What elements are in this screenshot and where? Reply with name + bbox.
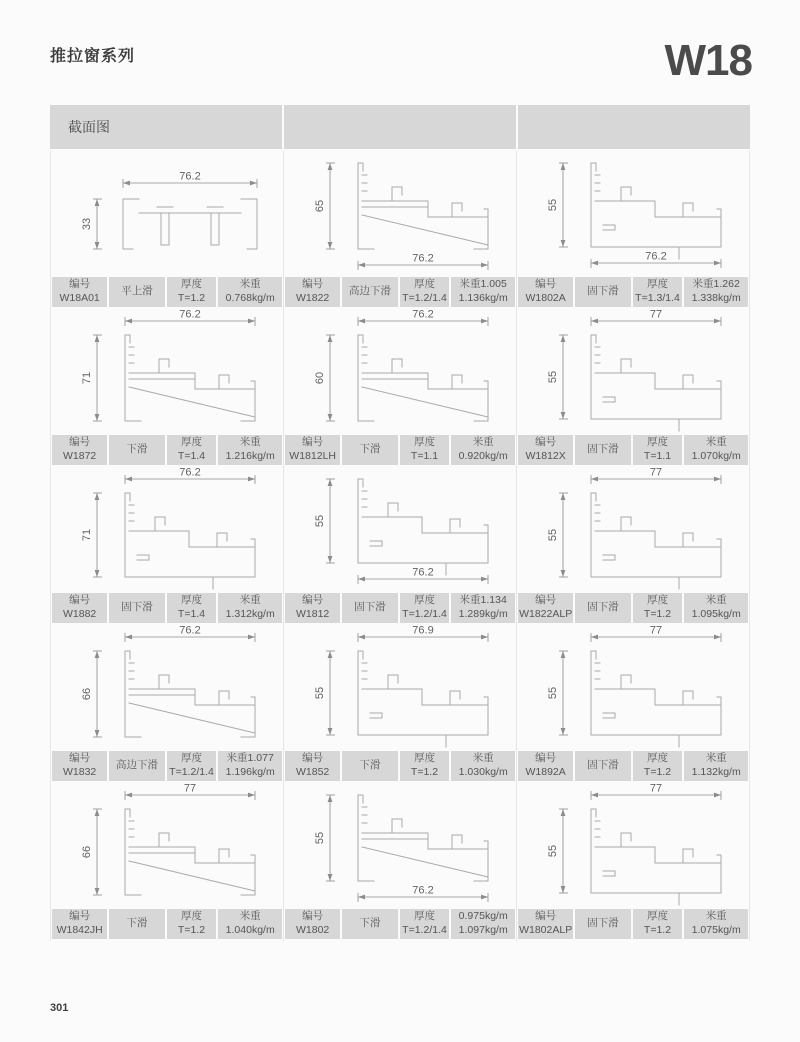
dimension-label: 55 bbox=[547, 686, 559, 700]
profile-code-cell bbox=[518, 277, 573, 307]
profile-drawing bbox=[284, 151, 516, 275]
profile-drawing bbox=[517, 309, 749, 433]
profile-cell bbox=[50, 151, 284, 309]
profile-cell bbox=[517, 309, 750, 467]
weight-line-1: 米重 bbox=[239, 278, 261, 291]
profile-drawing bbox=[284, 309, 516, 433]
profile-info-strip bbox=[51, 275, 283, 309]
thickness-value: T=1.2 bbox=[177, 924, 206, 936]
weight-line-2: 1.196kg/m bbox=[225, 766, 275, 778]
weight-line-2: 1.338kg/m bbox=[691, 292, 741, 304]
code-value: W1852 bbox=[296, 766, 330, 778]
weight-line-2: 1.040kg/m bbox=[225, 924, 275, 936]
dimension-label: 76.2 bbox=[412, 252, 434, 265]
thickness-value: T=1.2 bbox=[643, 608, 672, 620]
profile-thickness-cell bbox=[167, 909, 217, 939]
thickness-value: T=1.3/1.4 bbox=[635, 292, 680, 304]
section-header-cell bbox=[518, 105, 750, 149]
profile-cell bbox=[284, 783, 517, 941]
profile-drawing bbox=[517, 625, 749, 749]
weight-line-2: 1.289kg/m bbox=[458, 608, 508, 620]
dimension-label: 76.2 bbox=[179, 467, 201, 479]
dimension-label: 77 bbox=[183, 783, 197, 795]
weight-line-2: 0.920kg/m bbox=[458, 450, 508, 462]
weight-line-2: 1.132kg/m bbox=[691, 766, 741, 778]
code-label: 编号 bbox=[302, 278, 324, 291]
profile-code-cell bbox=[52, 909, 107, 939]
dimension-label: 55 bbox=[547, 844, 559, 858]
thickness-value: T=1.1 bbox=[410, 450, 439, 462]
profile-name: 高边下滑 bbox=[115, 759, 158, 772]
profile-info-strip bbox=[517, 275, 749, 309]
weight-line-2: 1.216kg/m bbox=[225, 450, 275, 462]
weight-line-1: 米重 bbox=[472, 752, 494, 765]
profile-code-cell bbox=[285, 435, 340, 465]
profile-thickness-cell bbox=[633, 435, 683, 465]
profile-drawing bbox=[51, 151, 283, 275]
profile-code-cell bbox=[52, 593, 107, 623]
profile-cell bbox=[517, 467, 750, 625]
profile-drawing bbox=[517, 467, 749, 591]
profile-info-strip bbox=[517, 591, 749, 625]
dimension-label: 76.9 bbox=[412, 625, 434, 637]
profile-name-cell bbox=[575, 909, 630, 939]
thickness-value: T=1.4 bbox=[177, 450, 206, 462]
profile-name-cell bbox=[109, 435, 164, 465]
profile-name: 固下滑 bbox=[121, 601, 153, 614]
thickness-label: 厚度 bbox=[647, 594, 668, 607]
code-label: 编号 bbox=[535, 594, 557, 607]
weight-line-2: 1.095kg/m bbox=[691, 608, 741, 620]
table-row bbox=[50, 783, 750, 941]
profile-info-strip bbox=[517, 749, 749, 783]
code-value: W1812LH bbox=[289, 450, 336, 462]
table-row bbox=[50, 625, 750, 783]
code-value: W1822 bbox=[296, 292, 330, 304]
dimension-label: 76.2 bbox=[412, 884, 434, 897]
code-value: W1812X bbox=[525, 450, 566, 462]
code-label: 编号 bbox=[69, 278, 91, 291]
profile-section-drawing bbox=[517, 309, 749, 433]
profile-name: 固下滑 bbox=[587, 443, 619, 456]
profile-thickness-cell bbox=[400, 593, 450, 623]
dimension-label: 55 bbox=[314, 514, 326, 528]
profile-info-strip bbox=[517, 907, 749, 941]
code-label: 编号 bbox=[535, 910, 557, 923]
dimension-label: 66 bbox=[81, 687, 93, 701]
profile-name-cell bbox=[109, 277, 164, 307]
table-row bbox=[50, 309, 750, 467]
weight-line-2: 1.136kg/m bbox=[458, 292, 508, 304]
code-value: W1882 bbox=[63, 608, 97, 620]
weight-line-1: 米重 bbox=[239, 910, 261, 923]
thickness-label: 厚度 bbox=[414, 910, 435, 923]
weight-line-1: 米重 bbox=[705, 752, 727, 765]
table-body bbox=[50, 151, 750, 941]
table-header-row bbox=[50, 105, 750, 149]
profile-section-drawing bbox=[51, 309, 283, 433]
table-row bbox=[50, 467, 750, 625]
profile-drawing bbox=[51, 309, 283, 433]
profile-code-cell bbox=[52, 277, 107, 307]
profile-name-cell bbox=[575, 751, 630, 781]
profile-name-cell bbox=[109, 593, 164, 623]
code-label: 编号 bbox=[69, 594, 91, 607]
profile-name-cell bbox=[342, 909, 397, 939]
profile-section-drawing bbox=[284, 467, 516, 591]
profile-cell bbox=[50, 783, 284, 941]
profile-weight-cell bbox=[684, 277, 748, 307]
code-value: W1842JH bbox=[56, 924, 103, 936]
thickness-value: T=1.4 bbox=[177, 608, 206, 620]
weight-line-2: 1.070kg/m bbox=[691, 450, 741, 462]
profile-thickness-cell bbox=[167, 435, 217, 465]
thickness-label: 厚度 bbox=[414, 436, 435, 449]
profile-name: 平上滑 bbox=[121, 285, 153, 298]
profile-thickness-cell bbox=[400, 751, 450, 781]
profile-info-strip bbox=[284, 907, 516, 941]
dimension-label: 60 bbox=[314, 371, 326, 385]
profile-name-cell bbox=[575, 277, 630, 307]
dimension-label: 33 bbox=[81, 217, 93, 231]
code-value: W1892A bbox=[525, 766, 566, 778]
thickness-label: 厚度 bbox=[181, 910, 202, 923]
thickness-label: 厚度 bbox=[181, 752, 202, 765]
profile-info-strip bbox=[284, 275, 516, 309]
profile-name: 下滑 bbox=[359, 443, 381, 456]
profile-cell bbox=[284, 309, 517, 467]
profile-info-strip bbox=[51, 907, 283, 941]
profile-section-drawing bbox=[517, 467, 749, 591]
thickness-label: 厚度 bbox=[647, 436, 668, 449]
code-label: 编号 bbox=[69, 752, 91, 765]
weight-line-2: 1.312kg/m bbox=[225, 608, 275, 620]
code-label: 编号 bbox=[302, 436, 324, 449]
profile-cell bbox=[284, 625, 517, 783]
profile-cell bbox=[284, 467, 517, 625]
profile-name: 下滑 bbox=[126, 917, 148, 930]
thickness-label: 厚度 bbox=[181, 436, 202, 449]
profile-code-cell bbox=[518, 593, 573, 623]
profile-section-drawing bbox=[284, 151, 516, 275]
profile-thickness-cell bbox=[633, 909, 683, 939]
profile-info-strip bbox=[51, 591, 283, 625]
model-code: W18 bbox=[664, 36, 752, 85]
thickness-value: T=1.2 bbox=[643, 924, 672, 936]
profile-name-cell bbox=[342, 277, 397, 307]
weight-line-1: 米重 bbox=[705, 594, 727, 607]
profile-cell bbox=[517, 151, 750, 309]
thickness-value: T=1.2 bbox=[177, 292, 206, 304]
weight-line-1: 米重 bbox=[239, 594, 261, 607]
profile-code-cell bbox=[285, 909, 340, 939]
profile-section-drawing bbox=[284, 783, 516, 907]
code-value: W1872 bbox=[63, 450, 97, 462]
profile-thickness-cell bbox=[400, 909, 450, 939]
code-label: 编号 bbox=[69, 436, 91, 449]
code-value: W1832 bbox=[63, 766, 97, 778]
profile-weight-cell bbox=[451, 277, 515, 307]
profile-section-drawing bbox=[517, 625, 749, 749]
thickness-value: T=1.2 bbox=[410, 766, 439, 778]
thickness-label: 厚度 bbox=[414, 752, 435, 765]
dimension-label: 76.2 bbox=[179, 625, 201, 637]
profile-thickness-cell bbox=[633, 751, 683, 781]
profile-weight-cell bbox=[451, 435, 515, 465]
profile-section-drawing bbox=[51, 467, 283, 591]
profile-name: 固下滑 bbox=[354, 601, 386, 614]
code-label: 编号 bbox=[302, 910, 324, 923]
code-label: 编号 bbox=[69, 910, 91, 923]
dimension-label: 55 bbox=[547, 528, 559, 542]
code-label: 编号 bbox=[535, 752, 557, 765]
code-value: W18A01 bbox=[59, 292, 100, 304]
profile-weight-cell bbox=[684, 751, 748, 781]
dimension-label: 71 bbox=[81, 528, 93, 542]
section-header-cell bbox=[284, 105, 516, 149]
cross-section-table bbox=[50, 105, 750, 941]
weight-line-1: 米重 bbox=[472, 436, 494, 449]
thickness-label: 厚度 bbox=[647, 752, 668, 765]
profile-weight-cell bbox=[451, 593, 515, 623]
thickness-value: T=1.2/1.4 bbox=[169, 766, 214, 778]
profile-name-cell bbox=[342, 751, 397, 781]
profile-section-drawing bbox=[284, 625, 516, 749]
thickness-value: T=1.2/1.4 bbox=[402, 608, 447, 620]
thickness-value: T=1.2/1.4 bbox=[402, 924, 447, 936]
weight-line-1: 米重 bbox=[705, 436, 727, 449]
code-label: 编号 bbox=[535, 278, 557, 291]
dimension-label: 77 bbox=[649, 783, 663, 795]
thickness-label: 厚度 bbox=[181, 594, 202, 607]
section-header-label: 截面图 bbox=[50, 105, 282, 149]
profile-code-cell bbox=[518, 435, 573, 465]
weight-line-1: 米重1.005 bbox=[459, 278, 507, 291]
profile-weight-cell bbox=[684, 593, 748, 623]
weight-line-2: 0.768kg/m bbox=[225, 292, 275, 304]
profile-cell bbox=[50, 309, 284, 467]
profile-name: 高边下滑 bbox=[348, 285, 391, 298]
profile-cell bbox=[517, 783, 750, 941]
profile-code-cell bbox=[285, 593, 340, 623]
profile-thickness-cell bbox=[633, 593, 683, 623]
weight-line-1: 米重 bbox=[239, 436, 261, 449]
profile-weight-cell bbox=[218, 593, 282, 623]
profile-info-strip bbox=[51, 749, 283, 783]
profile-cell bbox=[50, 467, 284, 625]
profile-name: 固下滑 bbox=[587, 601, 619, 614]
profile-cell bbox=[517, 625, 750, 783]
page-number: 301 bbox=[50, 1002, 69, 1014]
profile-name-cell bbox=[575, 435, 630, 465]
profile-thickness-cell bbox=[400, 277, 450, 307]
profile-info-strip bbox=[284, 591, 516, 625]
profile-thickness-cell bbox=[167, 277, 217, 307]
profile-drawing bbox=[284, 625, 516, 749]
weight-line-1: 米重1.077 bbox=[226, 752, 274, 765]
profile-name: 固下滑 bbox=[587, 285, 619, 298]
profile-name: 下滑 bbox=[359, 759, 381, 772]
code-value: W1802ALP bbox=[519, 924, 573, 936]
dimension-label: 55 bbox=[314, 686, 326, 700]
profile-section-drawing bbox=[51, 625, 283, 749]
profile-info-strip bbox=[51, 433, 283, 467]
thickness-value: T=1.2 bbox=[643, 766, 672, 778]
profile-cell bbox=[50, 625, 284, 783]
profile-cell bbox=[284, 151, 517, 309]
dimension-label: 55 bbox=[547, 198, 559, 212]
profile-code-cell bbox=[518, 909, 573, 939]
profile-drawing bbox=[51, 783, 283, 907]
profile-code-cell bbox=[285, 751, 340, 781]
profile-section-drawing bbox=[517, 151, 749, 275]
thickness-value: T=1.2/1.4 bbox=[402, 292, 447, 304]
code-value: W1802A bbox=[525, 292, 566, 304]
profile-drawing bbox=[51, 625, 283, 749]
code-value: W1812 bbox=[296, 608, 330, 620]
profile-name: 下滑 bbox=[126, 443, 148, 456]
weight-line-1: 米重1.134 bbox=[459, 594, 507, 607]
dimension-label: 66 bbox=[81, 845, 93, 859]
profile-name: 下滑 bbox=[359, 917, 381, 930]
profile-weight-cell bbox=[218, 751, 282, 781]
profile-weight-cell bbox=[451, 751, 515, 781]
profile-weight-cell bbox=[218, 435, 282, 465]
profile-name: 固下滑 bbox=[587, 917, 619, 930]
profile-section-drawing bbox=[51, 783, 283, 907]
profile-drawing bbox=[517, 783, 749, 907]
page-header bbox=[50, 36, 752, 85]
weight-line-1: 米重1.262 bbox=[692, 278, 740, 291]
code-label: 编号 bbox=[302, 752, 324, 765]
dimension-label: 55 bbox=[547, 370, 559, 384]
series-title: 推拉窗系列 bbox=[50, 47, 136, 65]
profile-name-cell bbox=[575, 593, 630, 623]
profile-weight-cell bbox=[451, 909, 515, 939]
dimension-label: 77 bbox=[649, 309, 663, 321]
dimension-label: 77 bbox=[649, 625, 663, 637]
thickness-label: 厚度 bbox=[647, 910, 668, 923]
profile-drawing bbox=[284, 783, 516, 907]
profile-section-drawing bbox=[517, 783, 749, 907]
profile-thickness-cell bbox=[400, 435, 450, 465]
code-label: 编号 bbox=[535, 436, 557, 449]
thickness-label: 厚度 bbox=[647, 278, 668, 291]
thickness-label: 厚度 bbox=[414, 594, 435, 607]
profile-info-strip bbox=[284, 433, 516, 467]
profile-name-cell bbox=[109, 751, 164, 781]
dimension-label: 65 bbox=[314, 199, 326, 213]
dimension-label: 76.2 bbox=[412, 309, 434, 321]
profile-section-drawing bbox=[284, 309, 516, 433]
dimension-label: 76.2 bbox=[179, 170, 201, 183]
profile-drawing bbox=[284, 467, 516, 591]
profile-name-cell bbox=[342, 435, 397, 465]
weight-line-1: 米重 bbox=[705, 910, 727, 923]
weight-line-2: 1.030kg/m bbox=[458, 766, 508, 778]
table-row bbox=[50, 151, 750, 309]
weight-line-2: 1.097kg/m bbox=[458, 924, 508, 936]
code-value: W1822ALP bbox=[519, 608, 573, 620]
profile-drawing bbox=[517, 151, 749, 275]
code-label: 编号 bbox=[302, 594, 324, 607]
dimension-label: 76.2 bbox=[412, 566, 434, 579]
weight-line-1: 0.975kg/m bbox=[458, 910, 508, 923]
profile-code-cell bbox=[518, 751, 573, 781]
thickness-label: 厚度 bbox=[414, 278, 435, 291]
profile-name-cell bbox=[109, 909, 164, 939]
profile-info-strip bbox=[284, 749, 516, 783]
profile-info-strip bbox=[517, 433, 749, 467]
thickness-value: T=1.1 bbox=[643, 450, 672, 462]
profile-code-cell bbox=[52, 751, 107, 781]
profile-thickness-cell bbox=[167, 751, 217, 781]
dimension-label: 77 bbox=[649, 467, 663, 479]
dimension-label: 76.2 bbox=[645, 250, 667, 263]
profile-name-cell bbox=[342, 593, 397, 623]
weight-line-2: 1.075kg/m bbox=[691, 924, 741, 936]
profile-section-drawing bbox=[51, 151, 283, 275]
profile-thickness-cell bbox=[633, 277, 683, 307]
dimension-label: 71 bbox=[81, 371, 93, 385]
profile-weight-cell bbox=[684, 909, 748, 939]
profile-weight-cell bbox=[684, 435, 748, 465]
profile-code-cell bbox=[285, 277, 340, 307]
profile-weight-cell bbox=[218, 277, 282, 307]
dimension-label: 76.2 bbox=[179, 309, 201, 321]
profile-name: 固下滑 bbox=[587, 759, 619, 772]
profile-drawing bbox=[51, 467, 283, 591]
code-value: W1802 bbox=[296, 924, 330, 936]
profile-code-cell bbox=[52, 435, 107, 465]
profile-thickness-cell bbox=[167, 593, 217, 623]
dimension-label: 55 bbox=[314, 831, 326, 845]
profile-weight-cell bbox=[218, 909, 282, 939]
thickness-label: 厚度 bbox=[181, 278, 202, 291]
